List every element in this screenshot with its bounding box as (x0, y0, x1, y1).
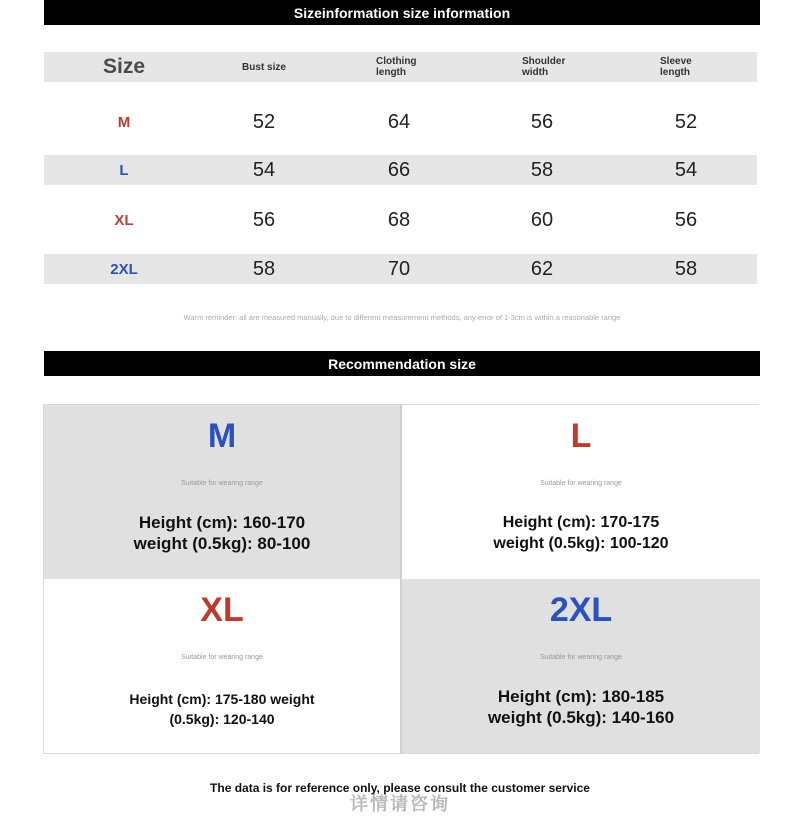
card-subtitle: Suitable for wearing range (540, 480, 622, 487)
length-value: 64 (387, 110, 411, 133)
card-weight: weight (0.5kg): 140-160 (487, 708, 675, 727)
footer-ghost-text: 详情请咨询 (350, 794, 450, 814)
size-table-header-row (44, 52, 757, 82)
card-size: XL (200, 591, 244, 629)
recommendation-title: Recommendation size (328, 355, 476, 372)
table-row (44, 254, 757, 284)
length-value: 68 (387, 208, 411, 231)
recommendation-card-xl (44, 579, 402, 753)
sleeve-value: 58 (674, 257, 698, 280)
card-size: 2XL (549, 591, 613, 629)
recommendation-grid (43, 404, 759, 754)
card-subtitle: Suitable for wearing range (181, 654, 263, 661)
card-body (402, 686, 760, 728)
recommendation-card-m (44, 405, 402, 579)
card-height: Height (cm): 175-180 weight (129, 691, 315, 707)
bust-value: 58 (252, 257, 276, 280)
length-value: 66 (387, 158, 411, 181)
card-weight: weight (0.5kg): 100-120 (493, 535, 669, 552)
size-label: L (119, 161, 129, 179)
card-subtitle: Suitable for wearing range (540, 654, 622, 661)
shoulder-value: 60 (530, 208, 554, 231)
card-weight: weight (0.5kg): 80-100 (133, 534, 311, 553)
card-weight: (0.5kg): 120-140 (169, 711, 275, 727)
card-body (402, 512, 760, 554)
table-row (44, 107, 757, 137)
card-height: Height (cm): 170-175 (502, 514, 660, 531)
footer-note: The data is for reference only, please consult the customer service (210, 781, 590, 795)
recommendation-card-l (402, 405, 760, 579)
card-size: L (570, 417, 592, 455)
header-size: Size (102, 55, 146, 78)
warm-reminder: Warm reminder: all are measured manually, due to different measurement methods, any error of 1-3cm is within a reasonable range (183, 313, 621, 322)
bust-value: 52 (252, 110, 276, 133)
length-value: 70 (387, 257, 411, 280)
header-bust: Bust size (242, 61, 286, 73)
card-size: M (207, 417, 237, 455)
recommendation-card-2xl (402, 579, 760, 753)
card-height: Height (cm): 180-185 (497, 687, 665, 706)
header-shoulder-width: Shoulder width (522, 56, 566, 78)
sleeve-value: 54 (674, 158, 698, 181)
card-body (44, 512, 400, 554)
shoulder-value: 62 (530, 257, 554, 280)
card-height: Height (cm): 160-170 (138, 513, 306, 532)
bust-value: 54 (252, 158, 276, 181)
size-label: 2XL (110, 260, 138, 278)
header-sleeve-length: Sleeve length (660, 56, 692, 78)
card-subtitle: Suitable for wearing range (181, 480, 263, 487)
recommendation-title-bar (44, 351, 760, 376)
size-label: XL (114, 211, 134, 229)
sleeve-value: 56 (674, 208, 698, 231)
header-clothing-length: Clothing length (376, 56, 417, 78)
table-row (44, 155, 757, 185)
sleeve-value: 52 (674, 110, 698, 133)
bust-value: 56 (252, 208, 276, 231)
size-label: M (117, 113, 131, 131)
table-row (44, 205, 757, 235)
shoulder-value: 58 (530, 158, 554, 181)
size-info-title-bar (44, 0, 760, 25)
card-body (44, 689, 400, 729)
shoulder-value: 56 (530, 110, 554, 133)
size-info-title: Sizeinformation size information (293, 4, 511, 21)
